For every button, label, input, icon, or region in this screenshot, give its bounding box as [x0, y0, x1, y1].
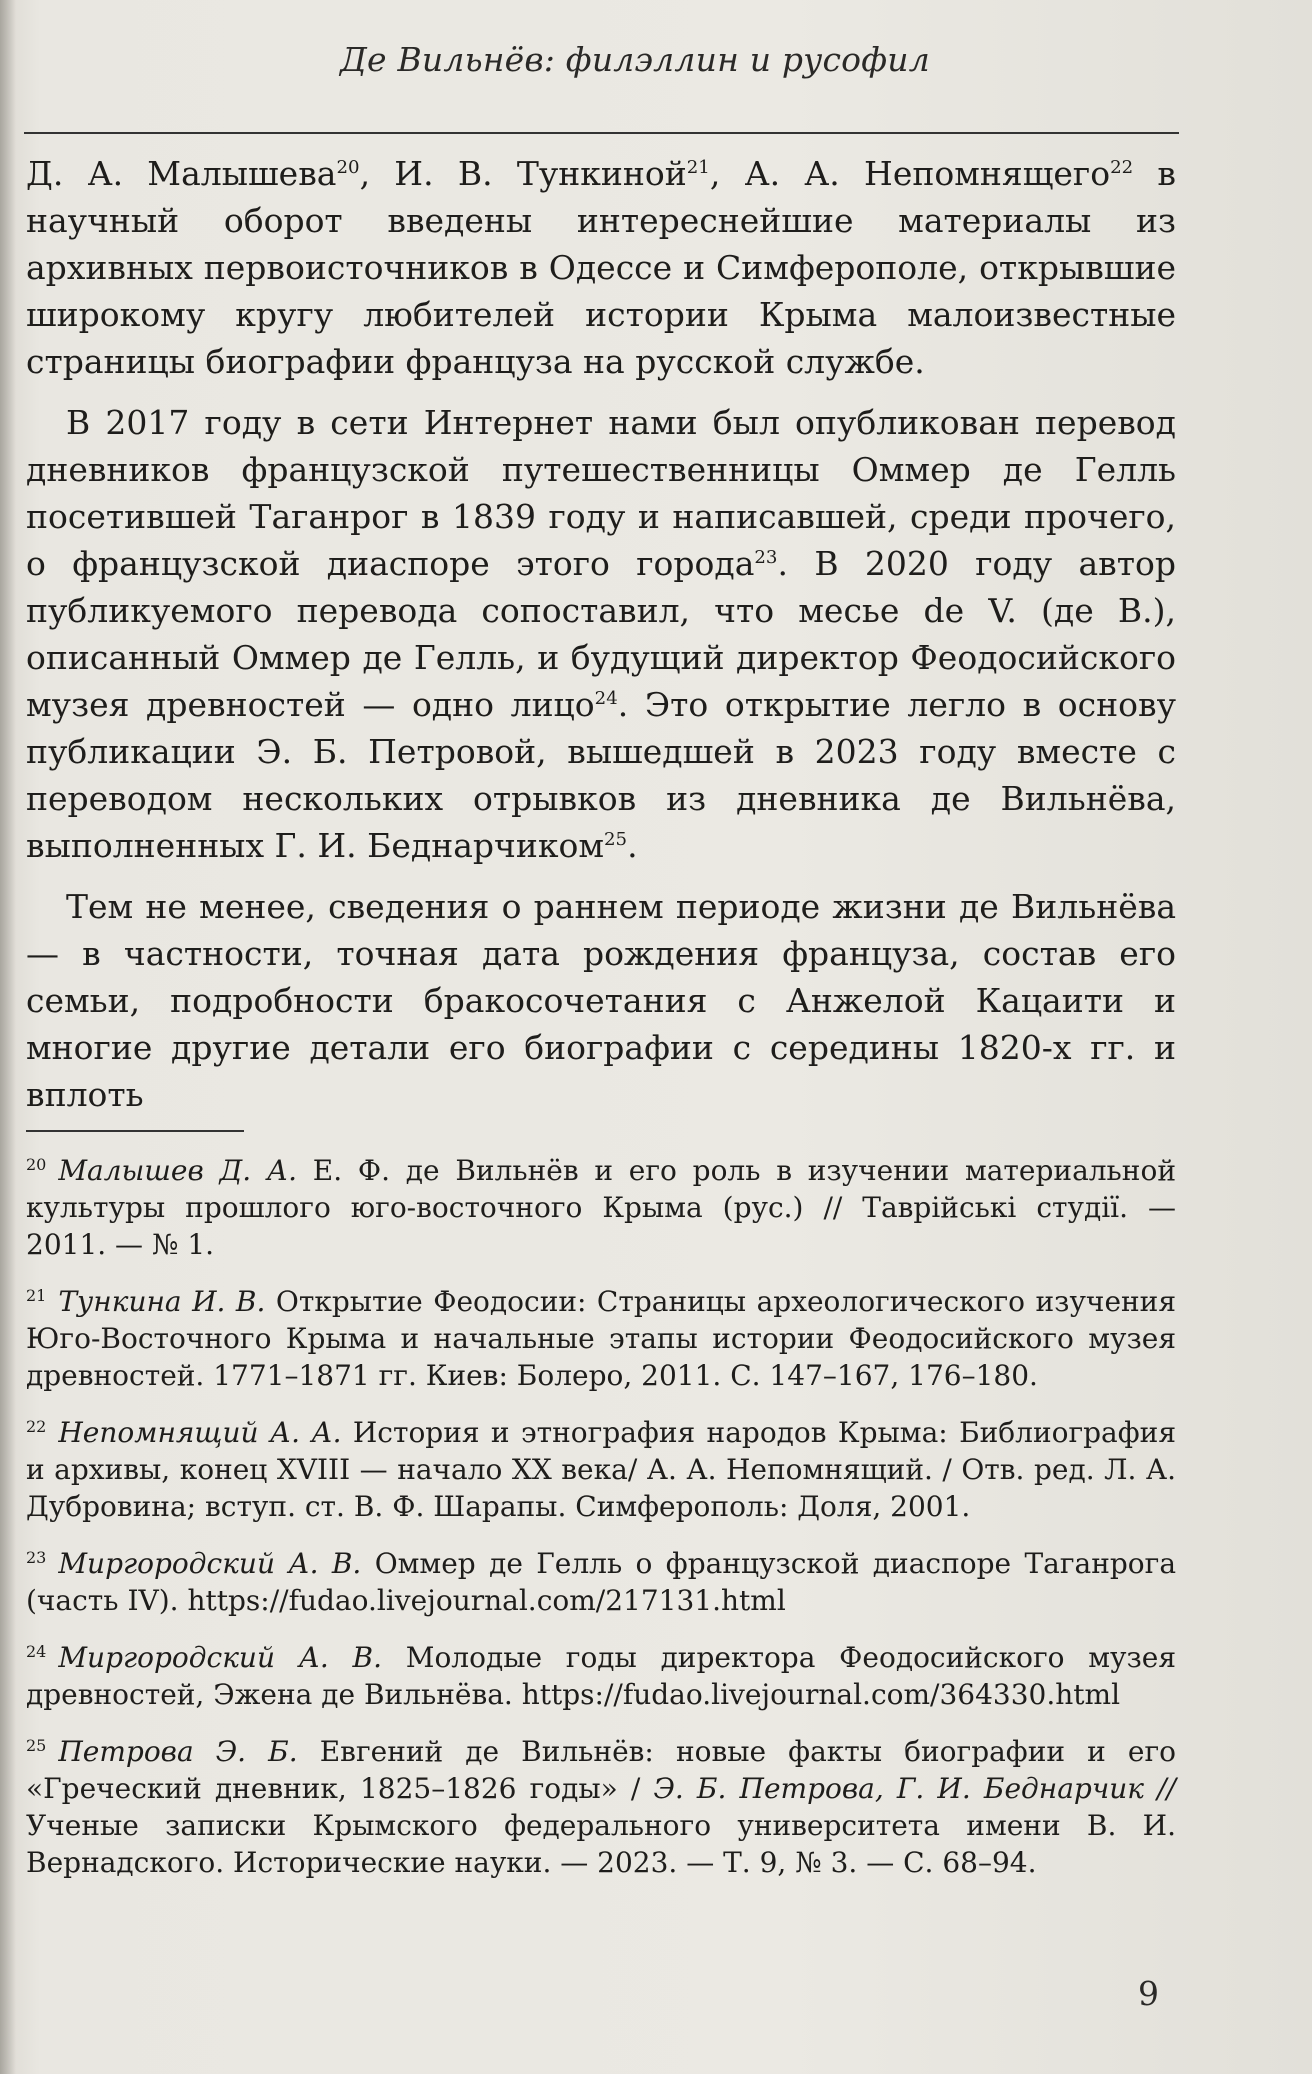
footnote-ref: 23	[754, 547, 778, 568]
footnote-text: Открытие Феодосии: Страницы археологического изучения Юго-Восточного Крыма и начальные этапы истории Феодосийского музея древностей. 1771–1871 гг. Киев: Болеро, 2011. С. 147–167, 176–180.	[26, 1285, 1176, 1392]
gutter-shadow	[0, 0, 16, 2074]
footnote-number: 25	[26, 1735, 47, 1755]
footnote-ref: 22	[1110, 157, 1134, 178]
page-number: 9	[1138, 1974, 1159, 2013]
main-text	[26, 150, 1176, 1132]
text-run: .	[627, 826, 638, 865]
footnote-number: 21	[26, 1285, 47, 1305]
text-run: Д. А. Малышева	[26, 154, 337, 193]
footnote-number: 22	[26, 1416, 47, 1436]
text-run: . В 2020 году автор публикуемого перевода сопоставил, что месье de V. (де В.), описанный Оммер де Гелль, и будущий директор Феодосийского музея древностей — одно лицо	[26, 544, 1176, 724]
text-run: , А. А. Непомнящего	[709, 154, 1111, 193]
header-rule	[24, 132, 1179, 134]
footnote-author: Петрова Э. Б.	[58, 1735, 298, 1768]
running-head: Де Вильнёв: филэллин и русофил	[340, 40, 930, 79]
text-run: Тем не менее, сведения о раннем периоде жизни де Вильнёва — в частности, точная дата рождения француза, состав его семьи, подробности бракосочетания с Анжелой Кацаити и многие другие детали его биографии с середины 1820-х гг. и вплоть	[26, 887, 1176, 1114]
footnote	[26, 1414, 1176, 1525]
footnote-number: 24	[26, 1641, 47, 1661]
footnote	[26, 1639, 1176, 1713]
text-run: . Это открытие легло в основу публикации Э. Б. Петровой, вышедшей в 2023 году вместе с переводом нескольких отрывков из дневника де Вильнёва, выполненных Г. И. Беднарчиком	[26, 685, 1176, 865]
footnote-author: Малышев Д. А.	[58, 1154, 298, 1187]
footnote-text: Евгений де Вильнёв: новые факты биографии и его «Греческий дневник, 1825–1826 годы» /	[26, 1735, 1176, 1805]
footnote-text: Молодые годы директора Феодосийского музея древностей, Эжена де Вильнёва. https://fudao.livejournal.com/364330.html	[26, 1641, 1176, 1711]
footnote-author: Непомнящий А. А.	[58, 1416, 342, 1449]
paragraph	[26, 150, 1176, 385]
paragraph	[26, 399, 1176, 869]
footnote	[26, 1152, 1176, 1263]
footnote-text: Е. Ф. де Вильнёв и его роль в изучении материальной культуры прошлого юго-восточного Крыма (рус.) // Таврійські студії. — 2011. — № 1.	[26, 1154, 1176, 1261]
text-run: В 2017 году в сети Интернет нами был опубликован перевод дневников французской путешественницы Оммер де Гелль посетившей Таганрог в 1839 году и написавшей, среди прочего, о французской диаспоре этого города	[26, 403, 1176, 583]
text-run: в научный оборот введены интереснейшие материалы из архивных первоисточников в Одессе и Симферополе, открывшие широкому кругу любителей истории Крыма малоизвестные страницы биографии француза на русской службе.	[26, 154, 1176, 381]
footnote	[26, 1733, 1176, 1881]
footnote	[26, 1283, 1176, 1394]
footnote-ref: 24	[594, 688, 618, 709]
footnote-rule	[26, 1130, 244, 1132]
footnote-number: 20	[26, 1154, 47, 1174]
footnote-ref: 25	[604, 829, 628, 850]
footnote-ref: 20	[336, 157, 360, 178]
paragraph	[26, 883, 1176, 1118]
footnotes	[26, 1152, 1176, 1901]
footnote-author: Миргородский А. В.	[58, 1641, 383, 1674]
footnote-ref: 21	[686, 157, 710, 178]
footnote	[26, 1545, 1176, 1619]
footnote-author: Тункина И. В.	[58, 1285, 266, 1318]
footnote-author: Э. Б. Петрова, Г. И. Беднарчик //	[653, 1772, 1176, 1805]
footnote-author: Миргородский А. В.	[58, 1547, 362, 1580]
footnote-text: Ученые записки Крымского федерального университета имени В. И. Вернадского. Исторические науки. — 2023. — Т. 9, № 3. — С. 68–94.	[26, 1809, 1176, 1879]
footnote-number: 23	[26, 1547, 47, 1567]
text-run: , И. В. Тункиной	[359, 154, 687, 193]
footnote-text: История и этнография народов Крыма: Библиография и архивы, конец XVIII — начало XX века/ А. А. Непомнящий. / Отв. ред. Л. А. Дубровина; вступ. ст. В. Ф. Шарапы. Симферополь: Доля, 2001.	[26, 1416, 1176, 1523]
footnote-text: Оммер де Гелль о французской диаспоре Таганрога (часть IV). https://fudao.livejournal.com/217131.html	[26, 1547, 1177, 1617]
